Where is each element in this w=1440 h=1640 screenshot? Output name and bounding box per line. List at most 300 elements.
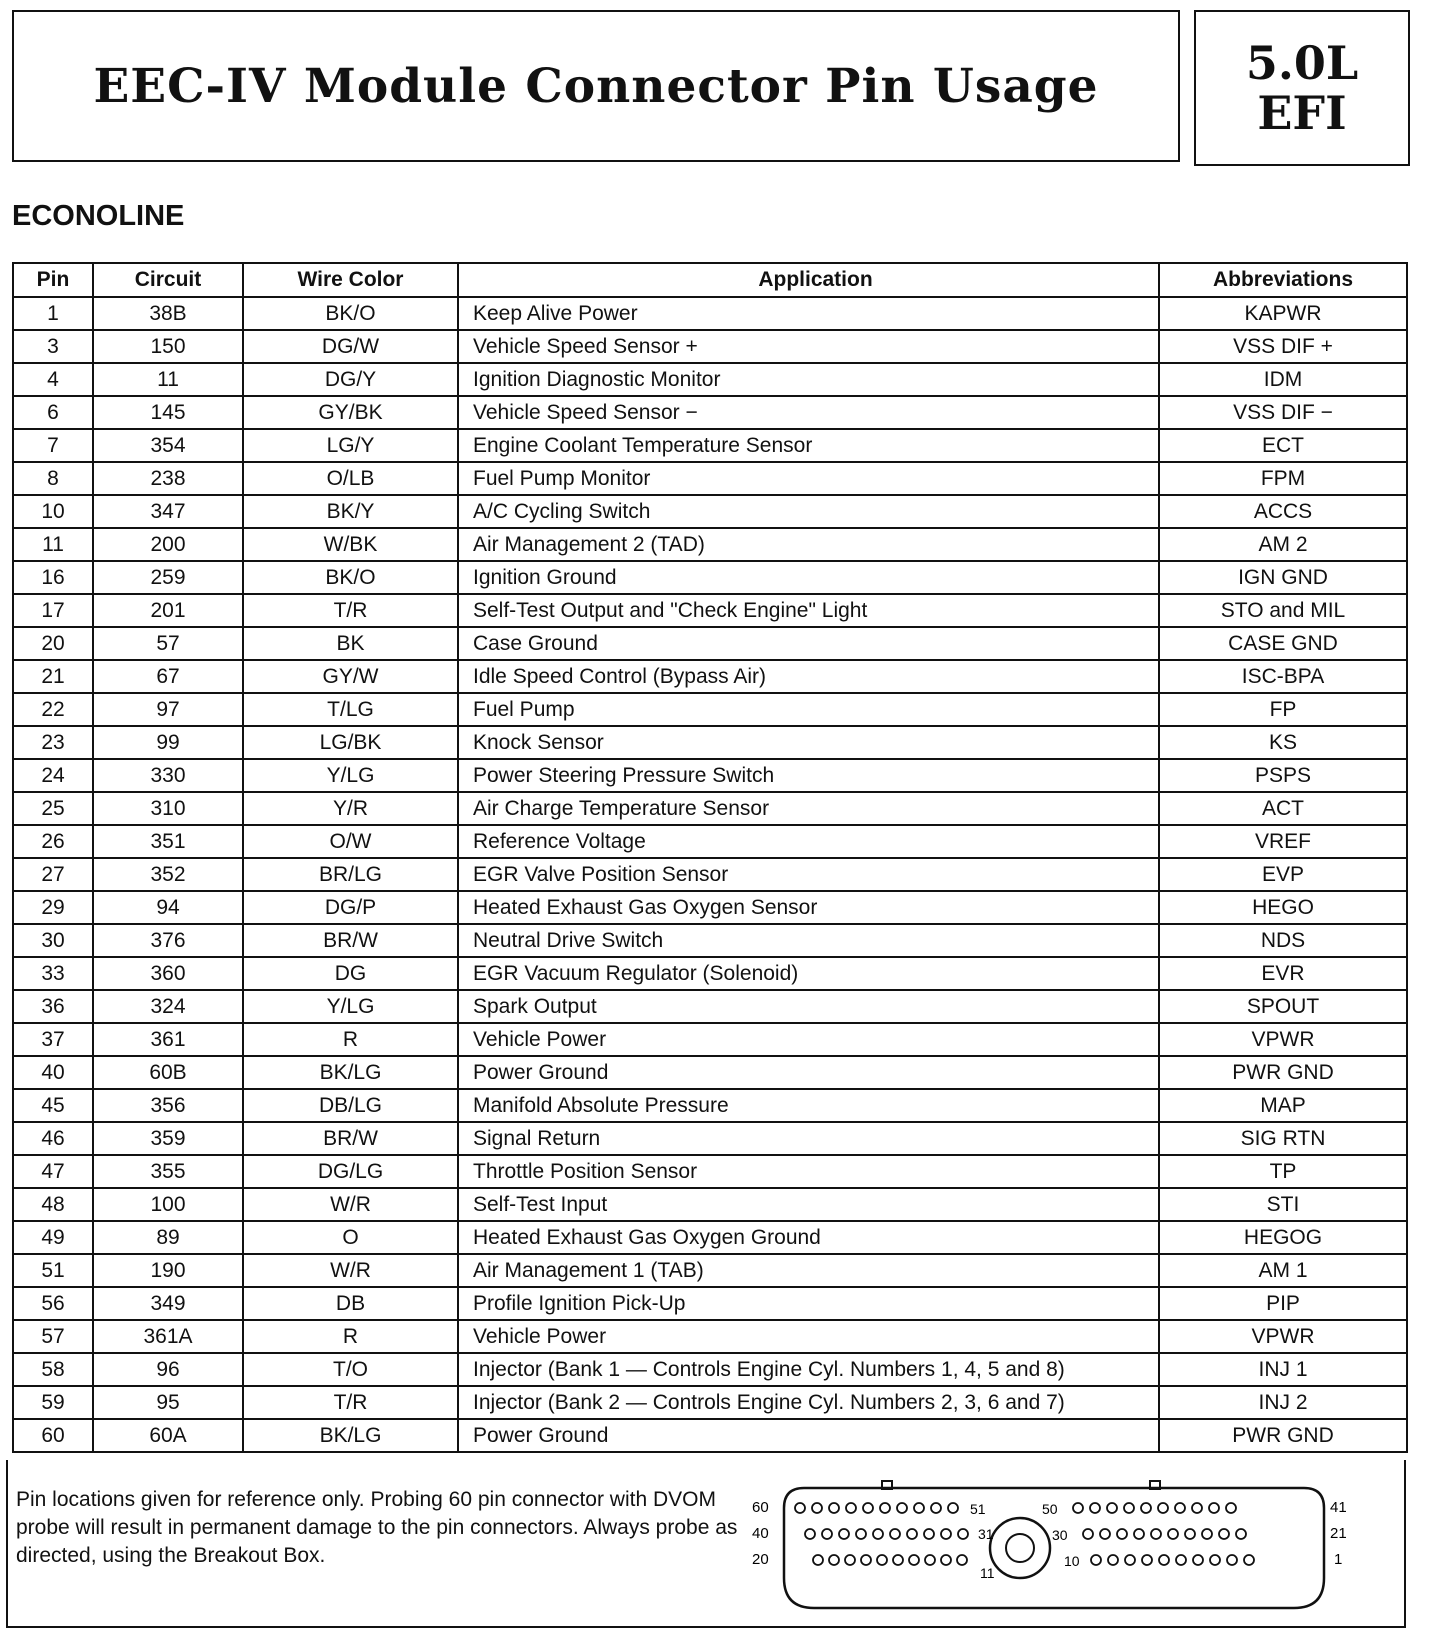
cell-wire-color: Y/LG [243,759,458,792]
cell-abbreviation: INJ 1 [1159,1353,1407,1386]
cell-circuit: 324 [93,990,243,1023]
cell-application: Power Steering Pressure Switch [458,759,1159,792]
table-row [13,1386,1407,1419]
cell-application: Engine Coolant Temperature Sensor [458,429,1159,462]
connector-pin [1226,1503,1236,1513]
table-row [13,594,1407,627]
connector-pin [877,1555,887,1565]
table-header-row [13,263,1407,297]
cell-abbreviation: ISC-BPA [1159,660,1407,693]
cell-wire-color: BR/W [243,1122,458,1155]
cell-application: EGR Valve Position Sensor [458,858,1159,891]
cell-wire-color: O/W [243,825,458,858]
cell-wire-color: T/O [243,1353,458,1386]
connector-pin [1134,1529,1144,1539]
cell-abbreviation: INJ 2 [1159,1386,1407,1419]
cell-pin: 3 [13,330,93,363]
cell-abbreviation: IGN GND [1159,561,1407,594]
connector-label-right-top: 41 [1330,1499,1347,1516]
table-row [13,660,1407,693]
cell-application: Vehicle Speed Sensor − [458,396,1159,429]
cell-abbreviation: AM 1 [1159,1254,1407,1287]
cell-wire-color: GY/BK [243,396,458,429]
connector-pin [897,1503,907,1513]
cell-abbreviation: ECT [1159,429,1407,462]
connector-center-bolt-outer [990,1518,1050,1578]
cell-pin: 47 [13,1155,93,1188]
cell-application: Throttle Position Sensor [458,1155,1159,1188]
connector-pin [1202,1529,1212,1539]
connector-label-inner-31: 31 [978,1526,994,1542]
cell-circuit: 95 [93,1386,243,1419]
table-row [13,1122,1407,1155]
connector-label-inner-10: 10 [1064,1553,1080,1569]
cell-wire-color: BK/O [243,297,458,330]
cell-pin: 37 [13,1023,93,1056]
pin-table [12,262,1408,1453]
connector-pin [1107,1503,1117,1513]
cell-circuit: 150 [93,330,243,363]
cell-application: Reference Voltage [458,825,1159,858]
cell-circuit: 99 [93,726,243,759]
connector-pin [839,1529,849,1539]
cell-circuit: 67 [93,660,243,693]
cell-circuit: 94 [93,891,243,924]
table-row [13,792,1407,825]
connector-pin [812,1503,822,1513]
cell-abbreviation: KS [1159,726,1407,759]
cell-wire-color: BK/O [243,561,458,594]
cell-abbreviation: VREF [1159,825,1407,858]
table-row [13,1353,1407,1386]
table-row [13,1221,1407,1254]
cell-pin: 26 [13,825,93,858]
cell-abbreviation: PWR GND [1159,1419,1407,1452]
table-row [13,759,1407,792]
table-row [13,429,1407,462]
cell-circuit: 352 [93,858,243,891]
cell-application: EGR Vacuum Regulator (Solenoid) [458,957,1159,990]
cell-pin: 11 [13,528,93,561]
cell-circuit: 200 [93,528,243,561]
cell-wire-color: DG/W [243,330,458,363]
cell-pin: 56 [13,1287,93,1320]
table-row [13,990,1407,1023]
cell-application: Neutral Drive Switch [458,924,1159,957]
cell-wire-color: BR/W [243,924,458,957]
table-row [13,858,1407,891]
cell-circuit: 96 [93,1353,243,1386]
cell-pin: 25 [13,792,93,825]
cell-wire-color: LG/Y [243,429,458,462]
cell-circuit: 11 [93,363,243,396]
connector-pin [1236,1529,1246,1539]
cell-pin: 51 [13,1254,93,1287]
cell-pin: 17 [13,594,93,627]
connector-pin [873,1529,883,1539]
connector-diagram [752,1478,1347,1618]
cell-pin: 16 [13,561,93,594]
connector-pin [1083,1529,1093,1539]
cell-circuit: 201 [93,594,243,627]
cell-circuit: 361 [93,1023,243,1056]
cell-wire-color: T/R [243,1386,458,1419]
cell-abbreviation: SPOUT [1159,990,1407,1023]
connector-pin [1176,1555,1186,1565]
table-row [13,1287,1407,1320]
cell-wire-color: BK [243,627,458,660]
connector-pin [822,1529,832,1539]
connector-pin [829,1555,839,1565]
cell-wire-color: O [243,1221,458,1254]
connector-label-right-bottom: 1 [1334,1551,1343,1568]
table-row [13,495,1407,528]
cell-application: Vehicle Power [458,1320,1159,1353]
cell-pin: 20 [13,627,93,660]
cell-abbreviation: STO and MIL [1159,594,1407,627]
probe-warning-note: Pin locations given for reference only. Probing 60 pin connector with DVOM probe will result in permanent damage to the pin connectors. Always probe as directed, using the Breakout Box. [16,1488,738,1567]
connector-pin [1209,1503,1219,1513]
cell-wire-color: GY/W [243,660,458,693]
connector-pin [890,1529,900,1539]
cell-application: Air Management 1 (TAB) [458,1254,1159,1287]
table-row [13,924,1407,957]
connector-pin [1158,1503,1168,1513]
connector-pin [856,1529,866,1539]
cell-circuit: 349 [93,1287,243,1320]
cell-wire-color: Y/R [243,792,458,825]
connector-label-left-mid: 40 [752,1525,769,1542]
cell-pin: 27 [13,858,93,891]
connector-label-right-mid: 21 [1330,1525,1347,1542]
footer-panel [6,1460,1406,1628]
cell-wire-color: W/R [243,1188,458,1221]
connector-label-inner-11: 11 [980,1565,995,1581]
connector-pin [1073,1503,1083,1513]
title-box [12,10,1180,162]
cell-abbreviation: HEGOG [1159,1221,1407,1254]
col-header-pin: Pin [13,263,93,297]
cell-abbreviation: CASE GND [1159,627,1407,660]
table-row [13,1023,1407,1056]
cell-application: Knock Sensor [458,726,1159,759]
engine-box [1194,10,1410,166]
cell-circuit: 359 [93,1122,243,1155]
connector-pin [829,1503,839,1513]
cell-pin: 59 [13,1386,93,1419]
cell-application: Fuel Pump [458,693,1159,726]
col-header-application: Application [458,263,1159,297]
table-row [13,891,1407,924]
cell-circuit: 38B [93,297,243,330]
cell-circuit: 259 [93,561,243,594]
connector-pin [924,1529,934,1539]
cell-pin: 21 [13,660,93,693]
cell-abbreviation: SIG RTN [1159,1122,1407,1155]
cell-wire-color: R [243,1320,458,1353]
cell-circuit: 60B [93,1056,243,1089]
table-row [13,726,1407,759]
connector-label-inner-30: 30 [1052,1527,1068,1543]
cell-application: Profile Ignition Pick-Up [458,1287,1159,1320]
cell-pin: 45 [13,1089,93,1122]
cell-wire-color: DG/LG [243,1155,458,1188]
cell-wire-color: R [243,1023,458,1056]
cell-circuit: 100 [93,1188,243,1221]
table-row [13,693,1407,726]
table-row [13,1155,1407,1188]
cell-abbreviation: PIP [1159,1287,1407,1320]
cell-application: Manifold Absolute Pressure [458,1089,1159,1122]
table-row [13,1056,1407,1089]
connector-pin [1117,1529,1127,1539]
cell-pin: 60 [13,1419,93,1452]
connector-pin [1125,1555,1135,1565]
cell-circuit: 60A [93,1419,243,1452]
table-row [13,363,1407,396]
connector-pin [1219,1529,1229,1539]
cell-application: Idle Speed Control (Bypass Air) [458,660,1159,693]
cell-application: Ignition Ground [458,561,1159,594]
cell-wire-color: DB/LG [243,1089,458,1122]
connector-pin [1244,1555,1254,1565]
cell-circuit: 97 [93,693,243,726]
cell-abbreviation: AM 2 [1159,528,1407,561]
connector-pin [907,1529,917,1539]
cell-wire-color: T/LG [243,693,458,726]
col-header-circuit: Circuit [93,263,243,297]
connector-pin [1192,1503,1202,1513]
cell-pin: 46 [13,1122,93,1155]
cell-pin: 7 [13,429,93,462]
cell-circuit: 89 [93,1221,243,1254]
cell-wire-color: O/LB [243,462,458,495]
cell-circuit: 190 [93,1254,243,1287]
section-title: ECONOLINE [12,200,185,232]
connector-pin [941,1555,951,1565]
cell-abbreviation: VPWR [1159,1320,1407,1353]
cell-abbreviation: STI [1159,1188,1407,1221]
connector-pin [1159,1555,1169,1565]
cell-pin: 48 [13,1188,93,1221]
cell-pin: 24 [13,759,93,792]
col-header-abbreviations: Abbreviations [1159,263,1407,297]
cell-application: Air Charge Temperature Sensor [458,792,1159,825]
cell-circuit: 360 [93,957,243,990]
cell-application: Air Management 2 (TAD) [458,528,1159,561]
cell-circuit: 355 [93,1155,243,1188]
cell-wire-color: BK/LG [243,1419,458,1452]
cell-circuit: 356 [93,1089,243,1122]
table-row [13,396,1407,429]
table-row [13,1089,1407,1122]
table-row [13,627,1407,660]
cell-circuit: 376 [93,924,243,957]
connector-pin [845,1555,855,1565]
cell-abbreviation: NDS [1159,924,1407,957]
cell-wire-color: Y/LG [243,990,458,1023]
cell-pin: 6 [13,396,93,429]
table-row [13,561,1407,594]
connector-pin [931,1503,941,1513]
cell-pin: 58 [13,1353,93,1386]
connector-pin [863,1503,873,1513]
cell-application: Fuel Pump Monitor [458,462,1159,495]
connector-pin [805,1529,815,1539]
connector-pin [1175,1503,1185,1513]
cell-wire-color: BK/LG [243,1056,458,1089]
cell-pin: 36 [13,990,93,1023]
cell-application: Case Ground [458,627,1159,660]
cell-application: Spark Output [458,990,1159,1023]
cell-pin: 22 [13,693,93,726]
cell-abbreviation: HEGO [1159,891,1407,924]
connector-pin [1185,1529,1195,1539]
table-row [13,330,1407,363]
cell-pin: 23 [13,726,93,759]
cell-abbreviation: EVP [1159,858,1407,891]
connector-pin [813,1555,823,1565]
cell-pin: 40 [13,1056,93,1089]
cell-wire-color: LG/BK [243,726,458,759]
connector-label-inner-50: 50 [1042,1501,1058,1517]
page-title: EEC-IV Module Connector Pin Usage [93,58,1099,114]
cell-circuit: 310 [93,792,243,825]
cell-pin: 8 [13,462,93,495]
connector-pin [1168,1529,1178,1539]
cell-application: Injector (Bank 1 — Controls Engine Cyl. Numbers 1, 4, 5 and 8) [458,1353,1159,1386]
table-row [13,957,1407,990]
cell-application: Power Ground [458,1419,1159,1452]
connector-pin [1124,1503,1134,1513]
cell-application: Keep Alive Power [458,297,1159,330]
cell-abbreviation: VSS DIF − [1159,396,1407,429]
table-row [13,528,1407,561]
cell-pin: 29 [13,891,93,924]
connector-pin [948,1503,958,1513]
cell-wire-color: BR/LG [243,858,458,891]
cell-abbreviation: KAPWR [1159,297,1407,330]
connector-pin [795,1503,805,1513]
connector-pin [914,1503,924,1513]
table-row [13,1419,1407,1452]
cell-abbreviation: MAP [1159,1089,1407,1122]
engine-size: 5.0L [1245,36,1359,90]
cell-pin: 49 [13,1221,93,1254]
connector-pin [861,1555,871,1565]
cell-wire-color: T/R [243,594,458,627]
cell-abbreviation: PSPS [1159,759,1407,792]
connector-pin [880,1503,890,1513]
cell-pin: 10 [13,495,93,528]
cell-circuit: 361A [93,1320,243,1353]
connector-pin [893,1555,903,1565]
connector-label-inner-51: 51 [970,1501,986,1517]
cell-circuit: 238 [93,462,243,495]
table-row [13,297,1407,330]
connector-pin [925,1555,935,1565]
cell-circuit: 351 [93,825,243,858]
connector-pin [1100,1529,1110,1539]
cell-circuit: 354 [93,429,243,462]
cell-circuit: 57 [93,627,243,660]
cell-wire-color: DG [243,957,458,990]
cell-wire-color: DG/Y [243,363,458,396]
cell-application: Signal Return [458,1122,1159,1155]
cell-application: A/C Cycling Switch [458,495,1159,528]
cell-circuit: 330 [93,759,243,792]
connector-pin [1141,1503,1151,1513]
connector-label-left-top: 60 [752,1499,769,1516]
connector-pin [1227,1555,1237,1565]
cell-application: Power Ground [458,1056,1159,1089]
table-row [13,462,1407,495]
connector-pin [1193,1555,1203,1565]
cell-abbreviation: EVR [1159,957,1407,990]
connector-pin [1108,1555,1118,1565]
cell-abbreviation: ACT [1159,792,1407,825]
table-body [13,297,1407,1452]
table-row [13,1320,1407,1353]
cell-abbreviation: FPM [1159,462,1407,495]
cell-application: Heated Exhaust Gas Oxygen Ground [458,1221,1159,1254]
cell-abbreviation: ACCS [1159,495,1407,528]
cell-application: Self-Test Input [458,1188,1159,1221]
cell-wire-color: BK/Y [243,495,458,528]
cell-application: Ignition Diagnostic Monitor [458,363,1159,396]
connector-pin [1091,1555,1101,1565]
connector-pin [909,1555,919,1565]
engine-type: EFI [1257,86,1347,140]
connector-pin [1151,1529,1161,1539]
cell-application: Self-Test Output and "Check Engine" Light [458,594,1159,627]
table-row [13,1254,1407,1287]
connector-pin [1090,1503,1100,1513]
table-row [13,1188,1407,1221]
cell-abbreviation: TP [1159,1155,1407,1188]
cell-wire-color: DB [243,1287,458,1320]
cell-application: Injector (Bank 2 — Controls Engine Cyl. Numbers 2, 3, 6 and 7) [458,1386,1159,1419]
cell-abbreviation: VPWR [1159,1023,1407,1056]
cell-wire-color: W/R [243,1254,458,1287]
connector-pin [958,1529,968,1539]
cell-abbreviation: PWR GND [1159,1056,1407,1089]
cell-abbreviation: IDM [1159,363,1407,396]
table-row [13,825,1407,858]
cell-pin: 33 [13,957,93,990]
cell-abbreviation: VSS DIF + [1159,330,1407,363]
cell-circuit: 347 [93,495,243,528]
connector-pin [1210,1555,1220,1565]
cell-application: Vehicle Speed Sensor + [458,330,1159,363]
cell-circuit: 145 [93,396,243,429]
cell-pin: 1 [13,297,93,330]
cell-wire-color: W/BK [243,528,458,561]
cell-application: Heated Exhaust Gas Oxygen Sensor [458,891,1159,924]
cell-pin: 57 [13,1320,93,1353]
connector-pin [1142,1555,1152,1565]
connector-pin [957,1555,967,1565]
cell-application: Vehicle Power [458,1023,1159,1056]
cell-pin: 30 [13,924,93,957]
connector-pin [941,1529,951,1539]
connector-center-bolt-inner [1006,1534,1034,1562]
cell-wire-color: DG/P [243,891,458,924]
connector-pin [846,1503,856,1513]
cell-abbreviation: FP [1159,693,1407,726]
connector-label-left-bottom: 20 [752,1551,769,1568]
cell-pin: 4 [13,363,93,396]
